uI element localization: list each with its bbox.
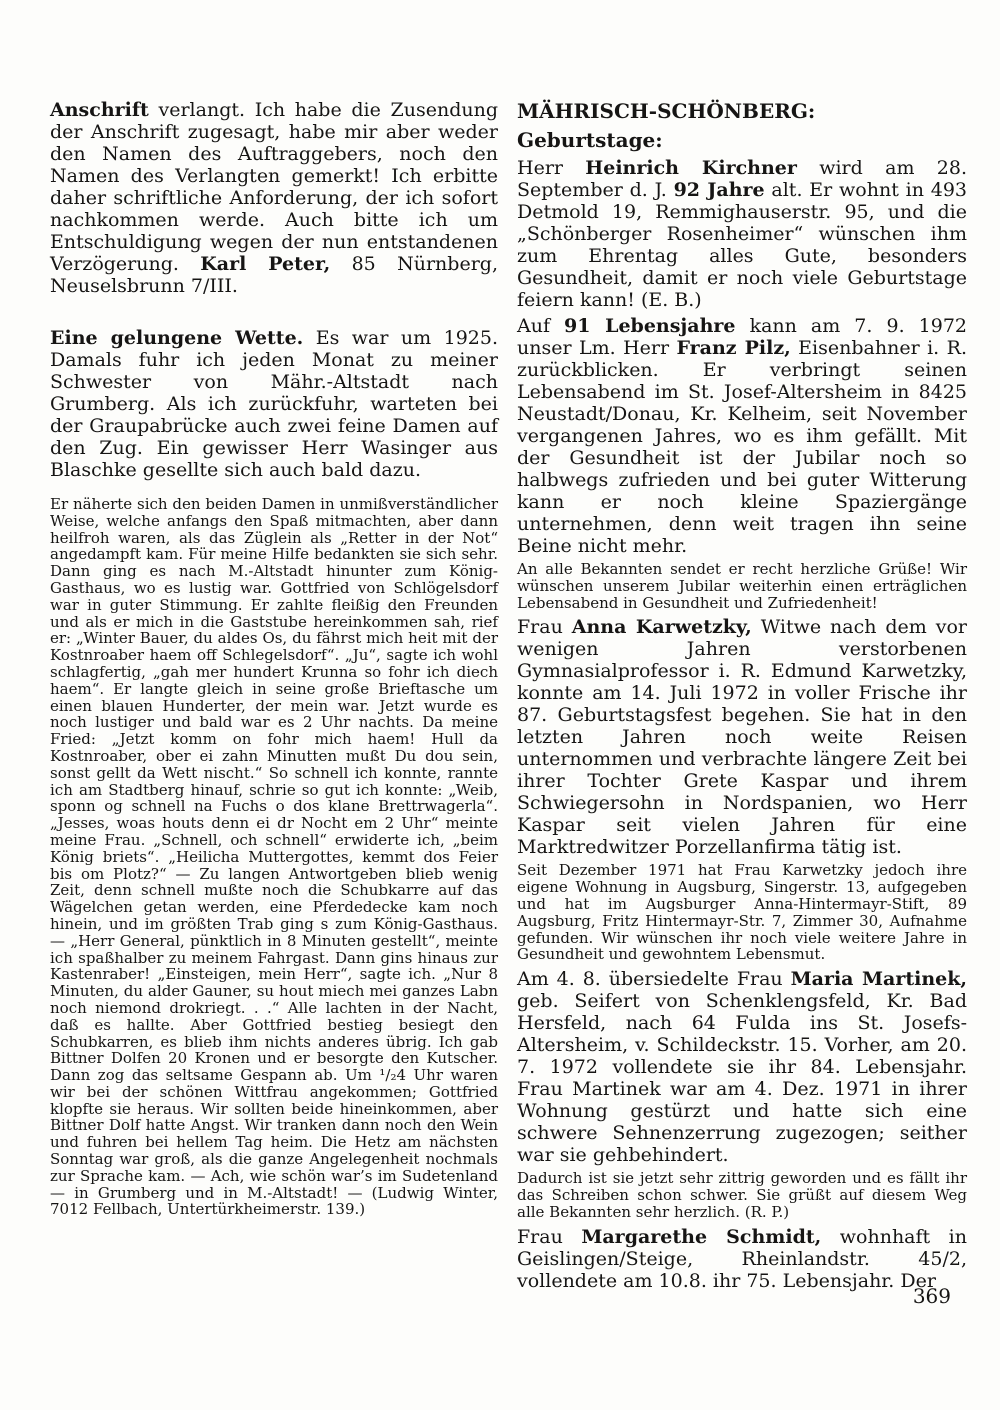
bold-text-run: Anna Karwetzky, [571, 616, 752, 639]
bold-text-run: Maria Martinek, [790, 968, 967, 991]
bold-text-run: Heinrich Kirchner [585, 157, 797, 179]
text-run: kann am 7. 9. 1972 unser Lm. Herr [517, 315, 967, 359]
text-run: Seit Dezember 1971 hat Frau Karwetzky jedoch ihre eigene Wohnung in Augsburg, Singerstr. 13, aufgegeben und hat im Augsburger Anna-Hintermayr-Stift, 89 Augsburg, Fritz Hintermayr-Str. 7, Zimmer 30, Aufnahme gefunden. Wir wünschen ihr noch viele weitere Jahre in Gesundheit und gewohntem Lebensmut. [517, 861, 967, 964]
text-run: Am 4. 8. übersiedelte Frau [517, 968, 791, 991]
bold-text-run: Karl Peter, [200, 253, 331, 275]
text-run: wohnhaft in Geislingen/Steige, Rheinlandstr. 45/2, vollendete am 10.8. ihr 75. Lebensjahr. Der [517, 1225, 967, 1292]
martinek-move [517, 968, 967, 1166]
kirchner-birthday [517, 157, 967, 311]
bold-text-run: 92 Jahre [673, 179, 765, 201]
page-number: 369 [912, 1284, 951, 1308]
right-column [517, 99, 967, 1296]
text-run: Witwe nach dem vor wenigen Jahren verstorbenen Gymnasialprofessor i. R. Edmund Karwetzky, konnte am 14. Juli 1972 in voller Frische ihr 87. Geburtstagsfest begehen. Sie hat in den letzten Jahren noch weite Reisen unternommen und verbrachte längere Zeit bei ihrer Tochter Grete Kaspar und ihrem Schwiegersohn in Nordspanien, wo Herr Kaspar seit vielen Jahren für eine Marktredwitzer Porzellanfirma tätig ist. [517, 616, 967, 859]
text-run: Auf [517, 315, 565, 337]
text-run: An alle Bekannten sendet er recht herzliche Grüße! Wir wünschen unserem Jubilar weiterhin einen erträglichen Lebensabend in Gesundheit und Zufriedenheit! [517, 560, 967, 612]
text-run: verlangt. Ich habe die Zusendung der Anschrift zugesagt, habe mir aber weder den Namen des Auftraggebers, noch den Namen des Verlangten gemerkt! Ich erbitte daher schriftliche Anforderung, der ich sofort nachkommen werde. Auch bitte ich um Entschuldigung wegen der nun entstandenen Verzögerung. [50, 99, 498, 275]
wette-story-body [50, 496, 498, 1218]
text-run: Er näherte sich den beiden Damen in unmißverständlicher Weise, welche anfangs den Spaß mitmachten, aber dann heilfroh waren, als das Züglein als „Retter in der Not“ angedampft kam. Für meine Hilfe bedankten sie sich sehr. Dann ging es nach M.-Altstadt hinunter zum König-Gasthaus, wo es lustig war. Gottfried von Schlögelsdorf war in guter Stimmung. Er zahlte fleißig den Freunden und als er mich in die Gaststube hereinkommen sah, rief er: „Winter Bauer, du aldes Os, du fährst mich heit mit der Kostnroaber haem off Schlegelsdorf“. „Ju“, sagte ich wohl schlagfertig, „gah mer hundert Krunna so fohr ich diech haem“. Er langte gleich in seine große Brieftasche um einen blauen Hunderter, der mein war. Jetzt wurde es noch lustiger und bald war es 2 Uhr nachts. Da meine Fried: „Jetzt komm on fohr mich haem! Hull da Kostnroaber, ober ei zahn Minutten mußt Du dou sein, sonst gellt da Wett nischt.“ So schnell ich konnte, rannte ich am Stadtberg hinauf, schrie so gut ich konnte: „Weib, sponn og schnell na Fuchs o dos klane Brettrwagerla“. „Jesses, woas houts denn ei dr Nocht em 2 Uhr“ meinte meine Frau. „Schnell, och schnell“ erwiderte ich, „beim König briets“. „Heilicha Muttergottes, kemmt dos Feier bis om Plotz?“ — Zu langen Antwortgeben blieb wenig Zeit, denn schnell mußte noch die Schubkarre auf das Wägelchen getan werden, eine Pferdedecke kam noch hinein, und im größten Trab ging s zum König-Gasthaus. — „Herr General, pünktlich in 8 Minuten gestellt“, meinte ich spaßhalber zu meinem Fahrgast. Dann gins hinaus zur Kastenraber! „Einsteigen, mein Herr“, sagte ich. „Nur 8 Minuten, du alder Gauner, su hout miech mei ganzes Labn noch niemond drokriegt. . .“ Alle lachten in der Nacht, daß es hallte. Aber Gottfried bestieg besiegt den Schubkarren, es blieb ihm nichts anderes übrig. Ich gab Bittner Dolfen 20 Kronen und er besorgte den Kutscher. Dann zog das seltsame Gespann ab. Um ¹/₂4 Uhr waren wir bei der schönen Wittfrau angekommen; Gottfried klopfte sie heraus. Wir sollten beide hineinkommen, aber Bittner Dolf hatte Angst. Wir tranken dann noch den Wein und fuhren bei hellem Tag heim. Die Hetz am nächsten Sonntag war groß, als die ganze Angelegenheit nochmals zur Sprache kam. — Ach, wie schön war’s im Sudetenland — in Grumberg und in M.-Altstadt! — (Ludwig Winter, 7012 Fellbach, Untertürkheimerstr. 139.) [50, 495, 498, 1219]
text-run: geb. Seifert von Schenklengsfeld, Kr. Bad Hersfeld, nach 64 Fulda ins St. Josefs-Altersheim, v. Schildeckstr. 15. Vorher, am 20. 7. 1972 vollendete sie ihr 84. Lebensjahr. Frau Martinek war am 4. Dez. 1971 in ihrer Wohnung gestürzt und hatte sich eine schwere Sehnenzerrung zugezogen; seither war sie gehbehindert. [517, 990, 967, 1167]
text-run: Frau [517, 1225, 582, 1248]
text-run: Frau [517, 616, 572, 639]
text-run: Es war um 1925. Damals fuhr ich jeden Monat zu meiner Schwester von Mähr.-Altstadt nach Grumberg. Als ich zurückfuhr, warteten bei der Graupabrücke auch zwei feine Damen auf den Zug. Ein gewisser Herr Wasinger aus Blaschke gesellte sich auch bald dazu. [50, 327, 498, 481]
bold-text-run: Geburtstage: [517, 128, 663, 152]
bold-text-run: 91 Lebensjahre [564, 315, 736, 337]
bold-text-run: Anschrift [50, 99, 149, 121]
text-run: Eisenbahner i. R. zurückblicken. Er verbringt seinen Lebensabend im St. Josef-Altersheim in 8425 Neustadt/Donau, Kr. Kelheim, seit November vergangenen Jahres, wo es ihm gefällt. Mit der Gesundheit ist der Jubilar noch so halbwegs zufrieden und bei guter Witterung kann er noch kleine Spaziergänge unternehmen, denn weit tragen ihn seine Beine nicht mehr. [517, 337, 967, 557]
text-run: alt. Er wohnt in 493 Detmold 19, Remmighauserstr. 95, und die „Schönberger Rosenheimer“ wünschen ihm zum Ehrentag alles Gute, besonders Gesundheit, damit er noch viele Geburtstage feiern kann! (E. B.) [517, 179, 967, 311]
karwetzky-address-note [517, 862, 967, 963]
pilz-birthday [517, 315, 967, 557]
geburtstage-heading [517, 128, 967, 152]
bold-text-run: Eine gelungene Wette. [50, 327, 304, 349]
section-heading-maehrisch-schoenberg [517, 99, 967, 123]
wette-story-intro [50, 327, 498, 481]
text-run: Herr [517, 157, 586, 179]
bold-text-run: MÄHRISCH-SCHÖNBERG: [517, 99, 816, 123]
martinek-health-note [517, 1170, 967, 1220]
text-run: Dadurch ist sie jetzt sehr zittrig geworden und es fällt ihr das Schreiben schon schwer. Sie grüßt auf diesem Weg alle Bekannten sehr herzlich. (R. P.) [517, 1169, 967, 1221]
schmidt-birthday [517, 1226, 967, 1292]
text-run: 85 Nürnberg, Neuselsbrunn 7/III. [50, 253, 498, 297]
pilz-greetings-note [517, 561, 967, 611]
text-run: wird am 28. September d. J. [517, 157, 967, 201]
bold-text-run: Franz Pilz, [676, 337, 791, 359]
anschrift-notice [50, 99, 498, 297]
karwetzky-birthday [517, 616, 967, 858]
left-column [50, 99, 498, 1223]
bold-text-run: Margarethe Schmidt, [581, 1225, 822, 1248]
